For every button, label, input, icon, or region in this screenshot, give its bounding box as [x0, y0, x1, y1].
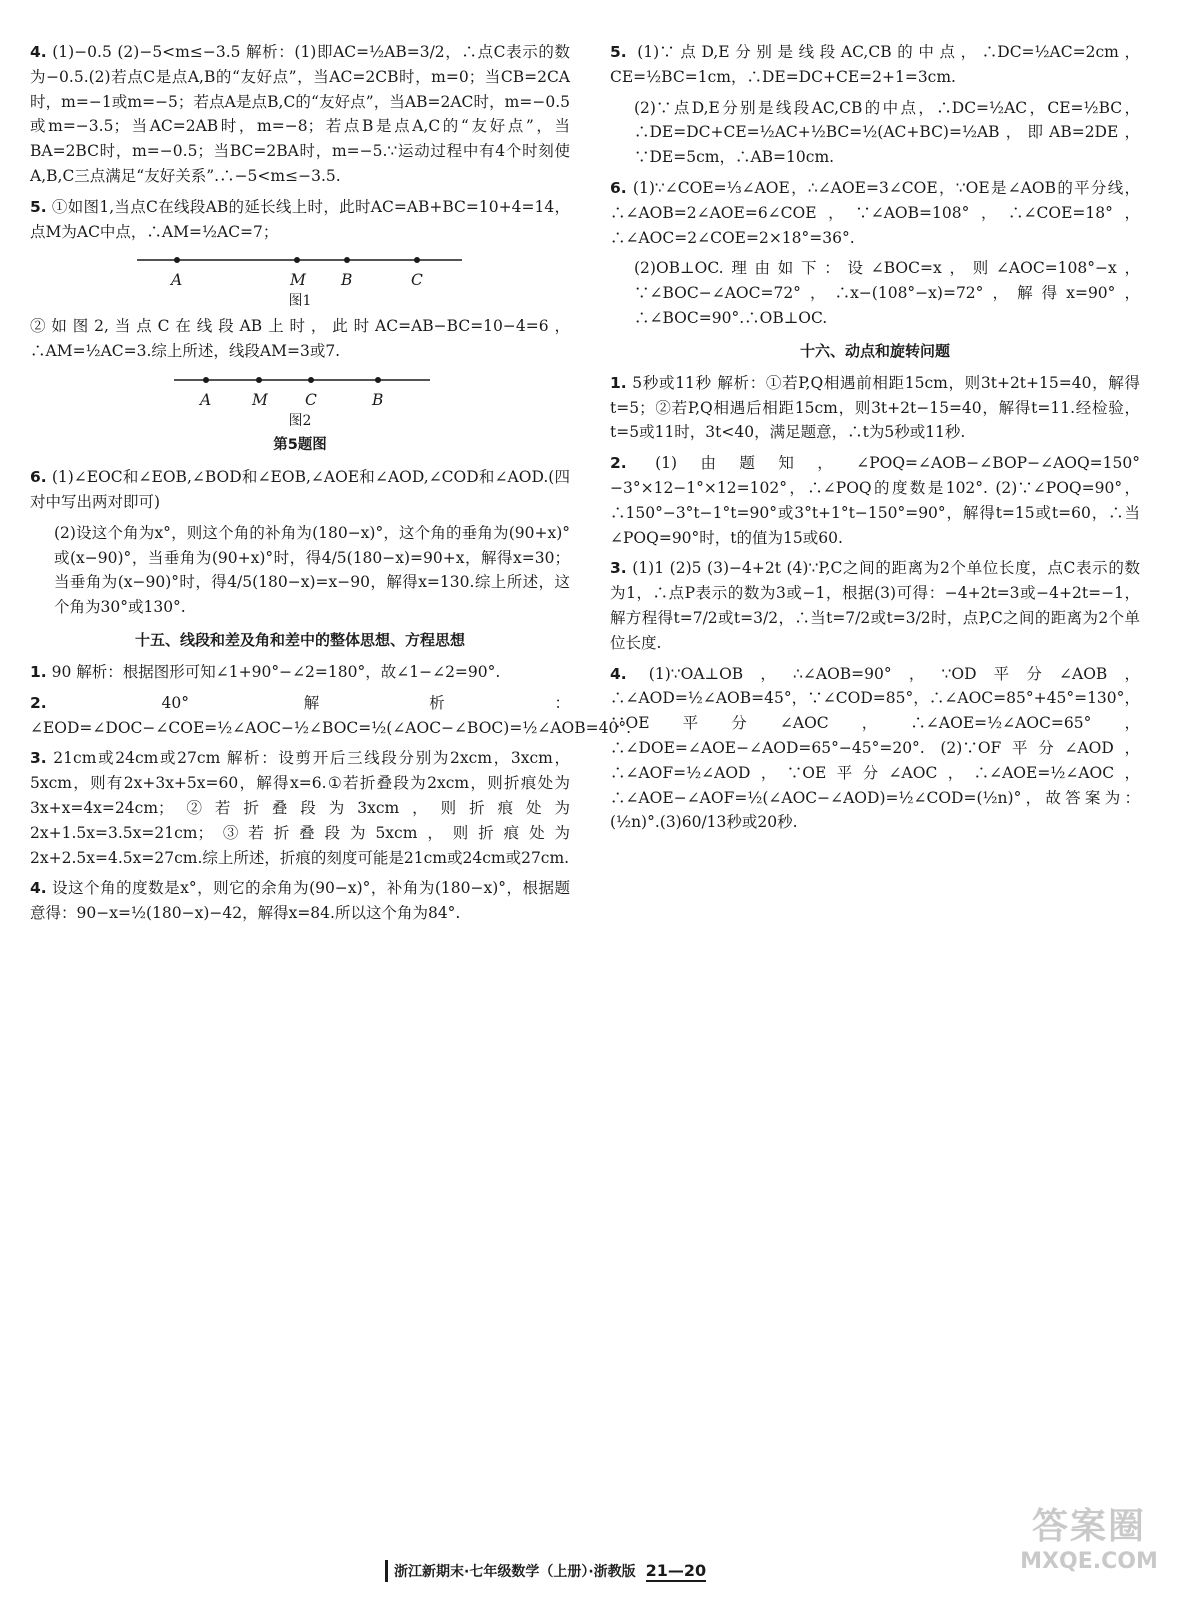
s15-problem-2: [30, 691, 632, 741]
s16-problem-4: [610, 662, 1140, 836]
s15-problem-3: [30, 746, 570, 870]
problem-text: ②如图2,当点C在线段AB上时，此时AC=AB−BC=10−4=6，∴AM=½AC=3.综上所述，线段AM=3或7.: [30, 317, 570, 361]
problem-text: (2)设这个角为x°，则这个角的补角为(180−x)°，这个角的垂角为(90+x)°或(x−90)°，当垂角为(90+x)°时，得4/5(180−x)=90+x，解得x=30；当垂角为(x−90)°时，得4/5(180−x)=x−90，解得x=130.综上所述，这个角为30°或130°.: [54, 523, 570, 617]
s16-problem-3: [610, 556, 1140, 655]
figure-2: [30, 370, 570, 432]
problem-number: 1.: [30, 662, 47, 681]
problem-number: 5.: [610, 43, 627, 61]
problem-text: (1)∠EOC和∠EOB,∠BOD和∠EOB,∠AOE和∠AOD,∠COD和∠AOD.(四对中写出两对即可): [30, 468, 571, 511]
problem-number: 3.: [610, 559, 627, 578]
problem-number: 4.: [610, 664, 627, 683]
problem-text: (1)∵OA⊥OB，∴∠AOB=90°，∵OD平分∠AOB，∴∠AOD=½∠AOB=45°，∵∠COD=85°，∴∠AOC=85°+45°=130°，∵OE平分∠AOC，∴∠AOE=½∠AOC=65°，∴∠DOE=∠AOE−∠AOD=65°−45°=20°. (2)∵OF平分∠AOD，∴∠AOF=½∠AOD，∵OE平分∠AOC，∴∠AOE=½∠AOC，∴∠AOE−∠AOF=½(∠AOC−∠AOD)=½∠COD=(½n)°，故答案为：(½n)°.(3)60/13秒或20秒.: [610, 664, 1140, 832]
problem-number: 2.: [610, 454, 627, 473]
point-label: A: [171, 271, 183, 290]
problem-6-right: [610, 176, 1140, 250]
problem-6-part-2: [30, 521, 570, 620]
problem-text: (2)OB⊥OC.理由如下：设∠BOC=x，则∠AOC=108°−x，∵∠BOC−∠AOC=72°，∴x−(108°−x)=72°，解得x=90°，∴∠BOC=90°.∴OB⊥OC.: [634, 259, 1140, 327]
problem-text: (1)1 (2)5 (3)−4+2t (4)∵P,C之间的距离为2个单位长度，点C表示的数为1，∴点P表示的数为3或−1，根据(3)可得：−4+2t=3或−4+2t=−1，解方程得t=7/2或t=3/2，∴当t=7/2或t=3/2时，点P,C之间的距离为2个单位长度.: [610, 559, 1140, 652]
problem-text: 设这个角的度数是x°，则它的余角为(90−x)°，补角为(180−x)°，根据题意得：90−x=½(180−x)−42，解得x=84.所以这个角为84°.: [30, 879, 570, 923]
point-label: C: [411, 271, 423, 290]
footer-title: 浙江新期末·七年级数学（上册）·浙教版: [394, 1564, 636, 1580]
point-label: C: [305, 390, 317, 409]
figure-2-diagram: [30, 370, 570, 410]
problem-6-right-part-2: [610, 256, 1140, 330]
problem-text: (1)∵点D,E分别是线段AC,CB的中点，∴DC=½AC=2cm，CE=½BC=1cm，∴DE=DC+CE=2+1=3cm.: [610, 43, 1140, 86]
point-label: M: [290, 271, 306, 290]
figure-caption: 图1: [288, 293, 312, 310]
section-title-16: 十六、动点和旋转问题: [799, 341, 950, 360]
problem-number: 1.: [610, 373, 627, 392]
problem-number: 6.: [30, 468, 47, 487]
problem-number: 3.: [30, 749, 47, 768]
problem-text: 21cm或24cm或27cm 解析：设剪开后三线段分别为2xcm，3xcm，5xcm，则有2x+3x+5x=60，解得x=6.①若折叠段为2xcm，则折痕处为3x+x=4x=24cm；②若折叠段为3xcm，则折痕处为2x+1.5x=3.5x=21cm；③若折叠段为5xcm，则折痕处为2x+2.5x=4.5x=27cm.综上所述，折痕的刻度可能是21cm或24cm或27cm.: [30, 749, 570, 867]
figure-title: 第5题图: [273, 436, 327, 453]
page-number: 21—20: [645, 1560, 707, 1580]
problem-text: (1)∵∠COE=⅓∠AOE，∴∠AOE=3∠COE，∵OE是∠AOB的平分线，∴∠AOB=2∠AOE=6∠COE，∵∠AOB=108°，∴∠COE=18°，∴∠AOC=2∠COE=2×18°=36°.: [610, 178, 1140, 247]
problem-5-part-2: [30, 314, 570, 364]
section-title-15: 十五、线段和差及角和差中的整体思想、方程思想: [134, 630, 465, 649]
problem-text: (1)由题知，∠POQ=∠AOB−∠BOP−∠AOQ=150°−3°×12−1°×12=102°，∴∠POQ的度数是102°. (2)∵∠POQ=90°，∴150°−3°t−1°t=90°或3°t+1°t−150°=90°，解得t=15或t=60，∴当∠POQ=90°时，t的值为15或60.: [610, 454, 1140, 547]
watermark-logo: [1014, 1505, 1164, 1585]
left-column: [30, 40, 632, 932]
footer-divider: [385, 1560, 388, 1582]
figure-1: [30, 250, 570, 312]
problem-text: (2)∵点D,E分别是线段AC,CB的中点，∴DC=½AC，CE=½BC，∴DE=DC+CE=½AC+½BC=½(AC+BC)=½AB，即AB=2DE，∵DE=5cm，∴AB=10cm.: [634, 98, 1140, 167]
right-column: [610, 40, 1140, 841]
problem-number: 4.: [30, 879, 47, 898]
problem-text: 40° 解析：∠EOD=∠DOC−∠COE=½∠AOC−½∠BOC=½(∠AOC−∠BOC)=½∠AOB=40°.: [30, 693, 632, 737]
s15-problem-4: [30, 876, 570, 926]
page-footer: [385, 1558, 706, 1584]
problem-number: 5.: [30, 197, 47, 216]
problem-text: ①如图1,当点C在线段AB的延长线上时，此时AC=AB+BC=10+4=14，点M为AC中点，∴AM=½AC=7；: [30, 197, 570, 241]
s16-problem-1: [610, 371, 1140, 445]
problem-number: 4.: [30, 43, 47, 61]
figure-caption: 图2: [288, 412, 312, 429]
problem-5-right: [610, 40, 1140, 90]
problem-text: 90 解析：根据图形可知∠1+90°−∠2=180°，故∠1−∠2=90°.: [51, 662, 501, 681]
problem-number: 6.: [610, 178, 627, 197]
problem-5-right-part-2: [610, 96, 1140, 170]
problem-5: [30, 195, 570, 245]
problem-text: 5秒或11秒 解析：①若P,Q相遇前相距15cm，则3t+2t+15=40，解得t=5；②若P,Q相遇后相距15cm，则3t+2t−15=40，解得t=11.经检验，t=5或11时，3t<40，满足题意，∴t为5秒或11秒.: [610, 373, 1140, 442]
problem-6: [30, 465, 570, 515]
point-label: B: [372, 390, 384, 409]
point-label: B: [341, 271, 353, 290]
point-label: A: [200, 390, 212, 409]
problem-4: [30, 40, 570, 189]
s16-problem-2: [610, 451, 1140, 550]
watermark-text: 答案圈: [1031, 1506, 1146, 1547]
watermark-url: MXQE.COM: [1020, 1549, 1158, 1574]
point-label: M: [252, 390, 268, 409]
problem-number: 2.: [30, 693, 47, 712]
problem-text: (1)−0.5 (2)−5<m≤−3.5 解析：(1)即AC=½AB=3/2，∴点C表示的数为−0.5.(2)若点C是点A,B的“友好点”，当AC=2CB时，m=0；当CB=2CA时，m=−1或m=−5；若点A是点B,C的“友好点”，当AB=2AC时，m=−0.5或m=−3.5；当AC=2AB时，m=−8；若点B是点A,C的“友好点”，当BA=2BC时，m=−0.5；当BC=2BA时，m=−5.∵运动过程中有4个时刻使A,B,C三点满足“友好关系”.∴−5<m≤−3.5.: [30, 43, 571, 185]
s15-problem-1: [30, 660, 570, 685]
